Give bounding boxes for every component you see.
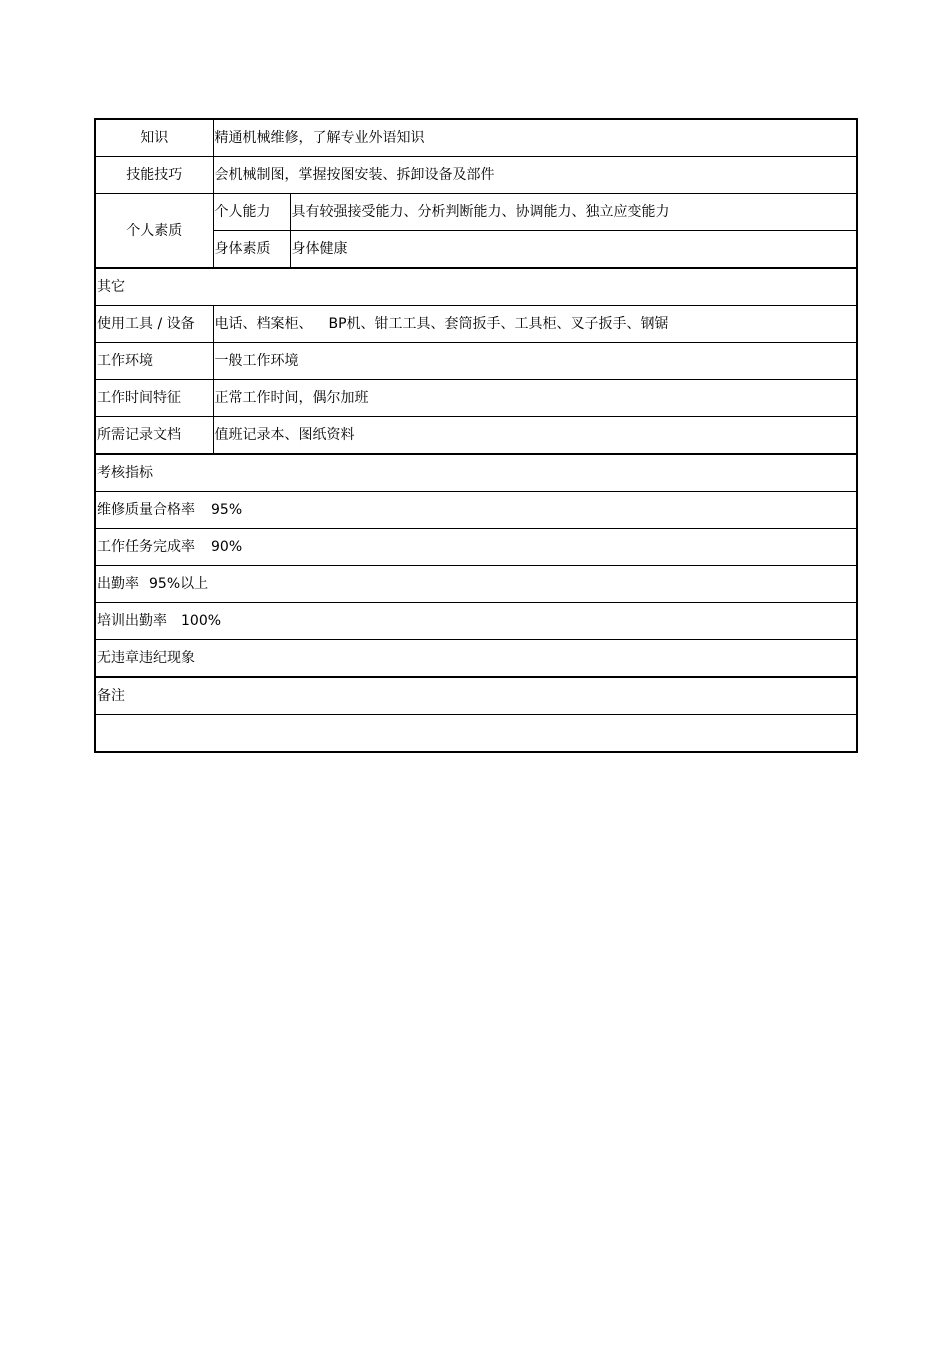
section-title-other: 其它 [95,268,857,306]
tools-value [213,306,857,343]
kpi-item [95,492,857,529]
skills-label: 技能技巧 [95,157,213,194]
kpi-item [95,566,857,603]
kpi-name: 出勤率 [97,576,139,592]
table-row-tools [95,306,857,343]
kpi-item [95,603,857,640]
table-row-personal-ability [95,194,857,231]
knowledge-value: 精通机械维修，了解专业外语知识 [213,119,857,157]
documents-label: 所需记录文档 [95,417,213,455]
section-kpi [95,454,857,492]
table-row-kpi [95,566,857,603]
kpi-name: 维修质量合格率 [97,502,195,518]
environment-label: 工作环境 [95,343,213,380]
time-label: 工作时间特征 [95,380,213,417]
section-remarks [95,677,857,715]
section-title-remarks: 备注 [95,677,857,715]
tools-value-part-1: 电话、档案柜、 [214,316,313,332]
physical-label: 身体素质 [213,231,290,269]
job-description-document [94,118,856,753]
remarks-value [95,715,857,753]
table-row-time [95,380,857,417]
personal-ability-label: 个人能力 [213,194,290,231]
kpi-name: 无违章违纪现象 [97,650,195,666]
kpi-name: 培训出勤率 [97,613,167,629]
table-row-kpi [95,640,857,678]
kpi-value: 95% [211,502,243,518]
table-row-remarks [95,715,857,753]
table-row-kpi [95,492,857,529]
skills-value: 会机械制图，掌握按图安装、拆卸设备及部件 [213,157,857,194]
knowledge-label: 知识 [95,119,213,157]
tools-value-part-2: BP机、钳工工具、套筒扳手、工具柜、叉子扳手、钢锯 [328,316,669,332]
tools-label: 使用工具 / 设备 [95,306,213,343]
environment-value: 一般工作环境 [213,343,857,380]
kpi-item [95,640,857,678]
job-spec-table [94,118,858,753]
kpi-value: 90% [211,539,243,555]
table-row-knowledge [95,119,857,157]
kpi-value: 95%以上 [149,576,209,592]
time-value: 正常工作时间，偶尔加班 [213,380,857,417]
kpi-name: 工作任务完成率 [97,539,195,555]
personal-ability-value: 具有较强接受能力、分析判断能力、协调能力、独立应变能力 [290,194,857,231]
table-row-kpi [95,603,857,640]
table-row-documents [95,417,857,455]
table-row-kpi [95,529,857,566]
kpi-item [95,529,857,566]
section-other [95,268,857,306]
personal-quality-label: 个人素质 [95,194,213,269]
kpi-value: 100% [181,613,222,629]
physical-value: 身体健康 [290,231,857,269]
table-row-skills [95,157,857,194]
section-title-kpi: 考核指标 [95,454,857,492]
table-row-environment [95,343,857,380]
documents-value: 值班记录本、图纸资料 [213,417,857,455]
